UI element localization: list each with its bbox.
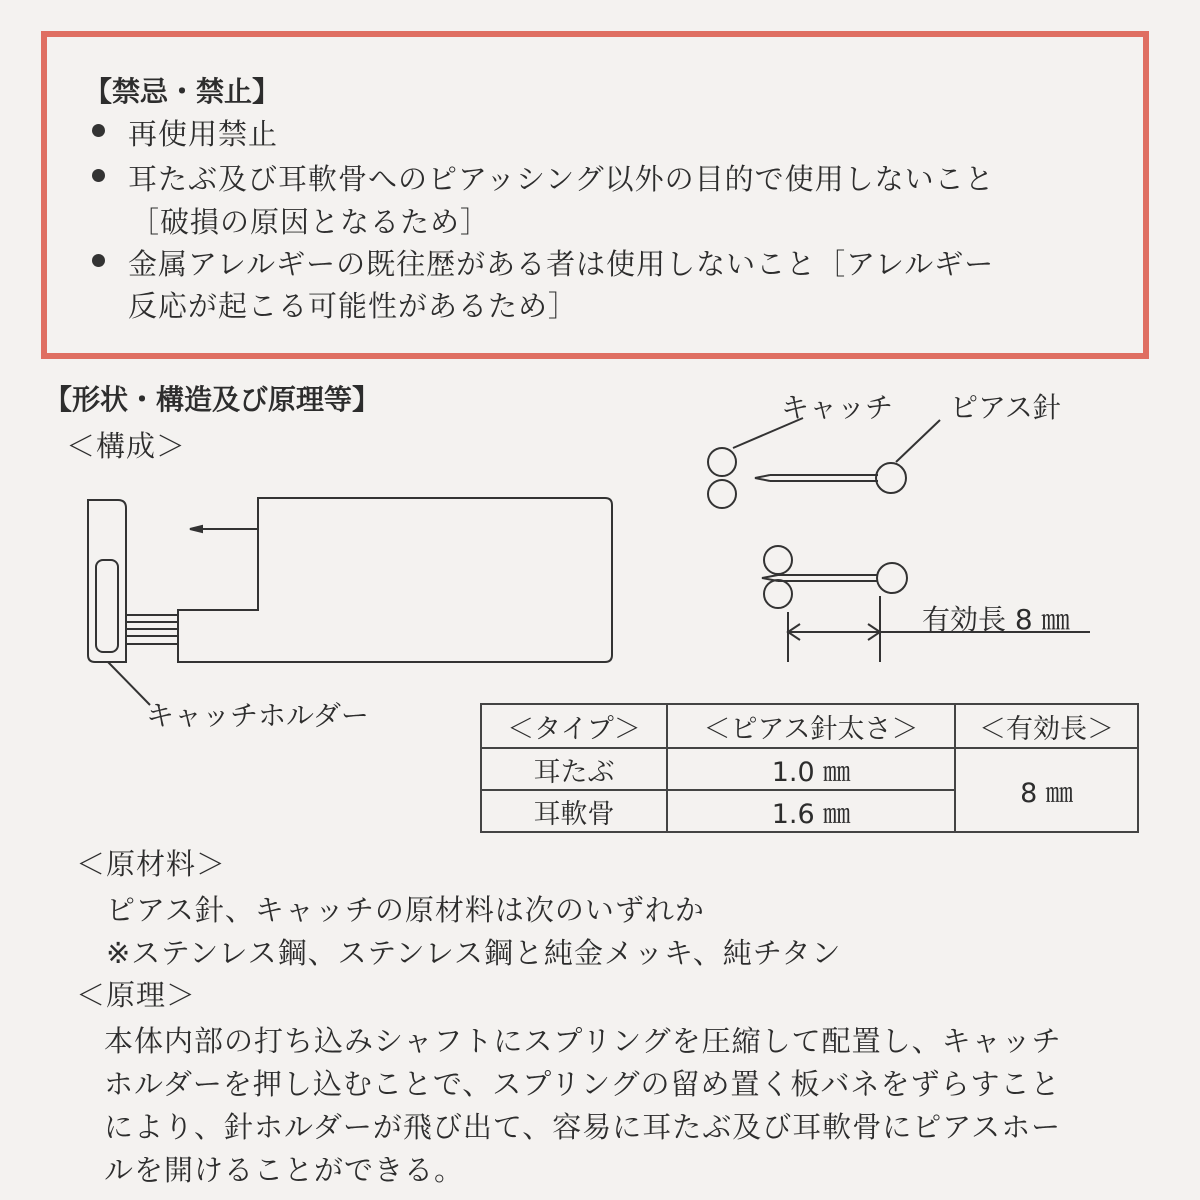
principle-line-4: ルを開けることができる。	[104, 1153, 465, 1187]
structure-heading: 【形状・構造及び原理等】	[44, 383, 381, 416]
piercing-needle-label: ピアス針	[950, 391, 1061, 424]
catch-holder-label: キャッチホルダー	[146, 699, 369, 732]
catch-bottom-lower	[764, 580, 792, 608]
catch-label: キャッチ	[781, 391, 894, 424]
needle-top-head	[876, 463, 906, 493]
materials-line-2: ※ステンレス鋼、ステンレス鋼と純金メッキ、純チタン	[106, 936, 842, 970]
spec-table	[480, 703, 1139, 833]
principle-heading: ＜原理＞	[76, 978, 197, 1012]
header-type: ＜タイプ＞	[481, 704, 667, 748]
prohibition-item-1: 再使用禁止	[128, 117, 279, 151]
principle-line-3: により、針ホルダーが飛び出て、容易に耳たぶ及び耳軟骨にピアスホー	[104, 1110, 1062, 1144]
prohibition-heading: 【禁忌・禁止】	[84, 75, 281, 108]
principle-line-1: 本体内部の打ち込みシャフトにスプリングを圧縮して配置し、キャッチ	[104, 1024, 1062, 1058]
header-thickness: ＜ピアス針太さ＞	[667, 704, 955, 748]
thickness-cell: 1.6 ㎜	[667, 790, 955, 832]
piercer-body	[178, 498, 612, 662]
type-cell: 耳たぶ	[481, 748, 667, 790]
catch-top-upper	[708, 448, 736, 476]
thickness-cell: 1.0 ㎜	[667, 748, 955, 790]
effective-length-label: 有効長 8 ㎜	[922, 603, 1070, 636]
effective-length-cell: 8 ㎜	[955, 748, 1138, 832]
catch-bottom-upper	[764, 546, 792, 574]
catch-holder-slot	[96, 560, 118, 652]
table-header-row	[481, 704, 1138, 748]
prohibition-item-3: 金属アレルギーの既往歴がある者は使用しないこと［アレルギー	[128, 247, 995, 281]
materials-heading: ＜原材料＞	[76, 847, 227, 881]
needle-bottom-head	[877, 563, 907, 593]
catch-holder	[88, 500, 126, 662]
prohibition-item-2-reason: ［破損の原因となるため］	[130, 205, 491, 239]
composition-heading: ＜構成＞	[66, 429, 187, 463]
principle-line-2: ホルダーを押し込むことで、スプリングの留め置く板バネをずらすこと	[104, 1067, 1061, 1101]
type-cell: 耳軟骨	[481, 790, 667, 832]
prohibition-item-2: 耳たぶ及び耳軟骨へのピアッシング以外の目的で使用しないこと	[128, 162, 995, 196]
catch-top-lower	[708, 480, 736, 508]
materials-line-1: ピアス針、キャッチの原材料は次のいずれか	[106, 893, 705, 927]
table-row	[481, 748, 1138, 790]
header-effective-length: ＜有効長＞	[955, 704, 1138, 748]
prohibition-item-3-reason: 反応が起こる可能性があるため］	[128, 289, 579, 323]
